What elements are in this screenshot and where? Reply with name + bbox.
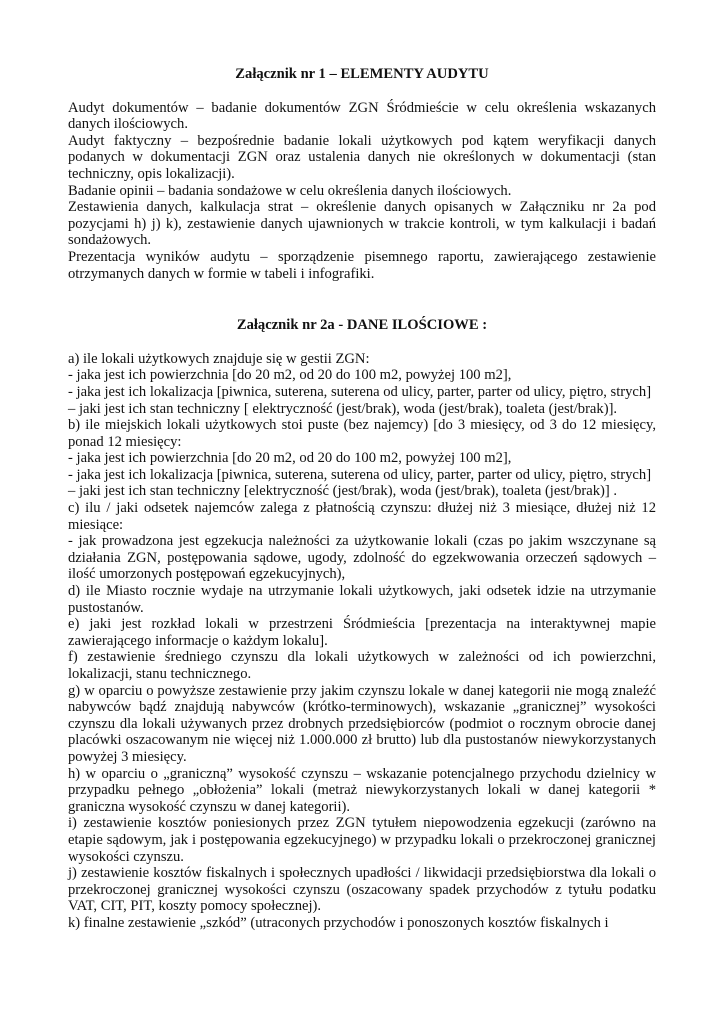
paragraph-prezentacja-wynikow: Prezentacja wyników audytu – sporządzenie pisemnego raportu, zawierającego zestawienie otrzymanych danych w formie w tabeli i infografiki. [68,248,656,282]
section1-title: Załącznik nr 1 – ELEMENTY AUDYTU [235,66,489,82]
item-b-location: - jaka jest ich lokalizacja [piwnica, suterena, suterena od ulicy, parter, parter od ulicy, piętro, strych] [68,466,652,483]
section2-title: Załącznik nr 2a - DANE ILOŚCIOWE : [236,317,488,334]
item-c: c) ilu / jaki odsetek najemców zalega z płatnością czynszu: dłużej niż 3 miesiące, dłużej niż 12 miesiące: [68,500,656,533]
item-b: b) ile miejskich lokali użytkowych stoi puste (bez najemcy) [do 3 miesięcy, od 3 do 12 miesięcy, ponad 12 miesięcy: [68,417,656,450]
item-a: a) ile lokali użytkowych znajduje się w gestii ZGN: [68,350,370,367]
item-k: k) finalne zestawienie „szkód” (utraconych przychodów i ponoszonych kosztów fiskalnych i [68,914,609,931]
section1-body [68,100,656,283]
item-a-condition: – jaki jest ich stan techniczny [ elektryczność (jest/brak), woda (jest/brak), toaleta (jest/brak)]. [68,400,618,417]
item-a-location: - jaka jest ich lokalizacja [piwnica, suterena, suterena od ulicy, parter, parter od ulicy, piętro, strych] [68,383,652,400]
item-f: f) zestawienie średniego czynszu dla lokali użytkowych w zależności od ich powierzchni, lokalizacji, stanu technicznego. [68,649,656,682]
paragraph-audyt-faktyczny: Audyt faktyczny – bezpośrednie badanie lokali użytkowych pod kątem weryfikacji danych podanych w dokumentacji ZGN oraz ustalenia danych nie określonych w dokumentacji (stan techniczny, opis lokalizacji). [68,132,656,182]
item-j: j) zestawienie kosztów fiskalnych i społecznych upadłości / likwidacji przedsiębiorstwa dla lokali o przekroczonej granicznej wysokości czynszu (oszacowany spadek przychodów z tytułu podatku VAT, CIT, PIT, koszty pomocy społecznej). [68,865,656,915]
paragraph-zestawienia-danych: Zestawienia danych, kalkulacja strat – określenie danych opisanych w Załączniku nr 2a pod pozycjami h) j) k), zestawienie danych ujawnionych w trakcie kontroli, w tym kalkulacji i badań sondażowych. [68,199,656,249]
paragraph-audyt-dokumentow: Audyt dokumentów – badanie dokumentów ZGN Śródmieście w celu określenia wskazanych danych ilościowych. [68,99,656,133]
item-b-condition: – jaki jest ich stan techniczny [elektryczność (jest/brak), woda (jest/brak), toaleta (jest/brak)] . [68,483,618,500]
item-i: i) zestawienie kosztów poniesionych przez ZGN tytułem niepowodzenia egzekucji (zarówno na etapie sądowym, jak i postępowania egzekucyjnego) w przypadku lokali o przekroczonej granicznej wysokości czynszu. [68,815,656,865]
paragraph-badanie-opinii: Badanie opinii – badania sondażowe w celu określenia danych ilościowych. [68,182,512,199]
item-b-area: - jaka jest ich powierzchnia [do 20 m2, od 20 do 100 m2, powyżej 100 m2], [68,450,512,467]
item-g: g) w oparciu o powyższe zestawienie przy jakim czynszu lokale w danej kategorii nie mogą znaleźć nabywców bądź znajdują nabywców (krótko-terminowych), wskazanie „granicznej” wysokości czynszu dla lokali używanych przez drobnych przedsiębiorców (podmiot o rocznym obrocie danej placówki oszacowanym nie więcej niż 1.000.000 zł brutto) lub dla pustostanów niewykorzystanych powyżej 3 miesięcy. [68,682,656,765]
item-e: e) jaki jest rozkład lokali w przestrzeni Śródmieścia [prezentacja na interaktywnej mapie zawierającego informacje o każdym lokalu]. [68,616,656,649]
item-d: d) ile Miasto rocznie wydaje na utrzymanie lokali użytkowych, jaki odsetek idzie na utrzymanie pustostanów. [68,583,656,616]
section2-body [68,351,656,932]
item-h: h) w oparciu o „graniczną” wysokość czynszu – wskazanie potencjalnego przychodu dzielnicy w przypadku pełnego „obłożenia” lokali (metraż niewykorzystanych lokali w danej kategorii * graniczna wysokość czynszu w danej kategorii). [68,765,656,815]
item-a-area: - jaka jest ich powierzchnia [do 20 m2, od 20 do 100 m2, powyżej 100 m2], [68,367,512,384]
item-c-enforcement: - jak prowadzona jest egzekucja należności za użytkowanie lokali (czas po jakim wszczynane są działania ZGN, postępowania sądowe, ugody, zdolność do egzekwowania orzeczeń sądowych – ilość umorzonych postępowań egzekucyjnych), [68,533,656,583]
